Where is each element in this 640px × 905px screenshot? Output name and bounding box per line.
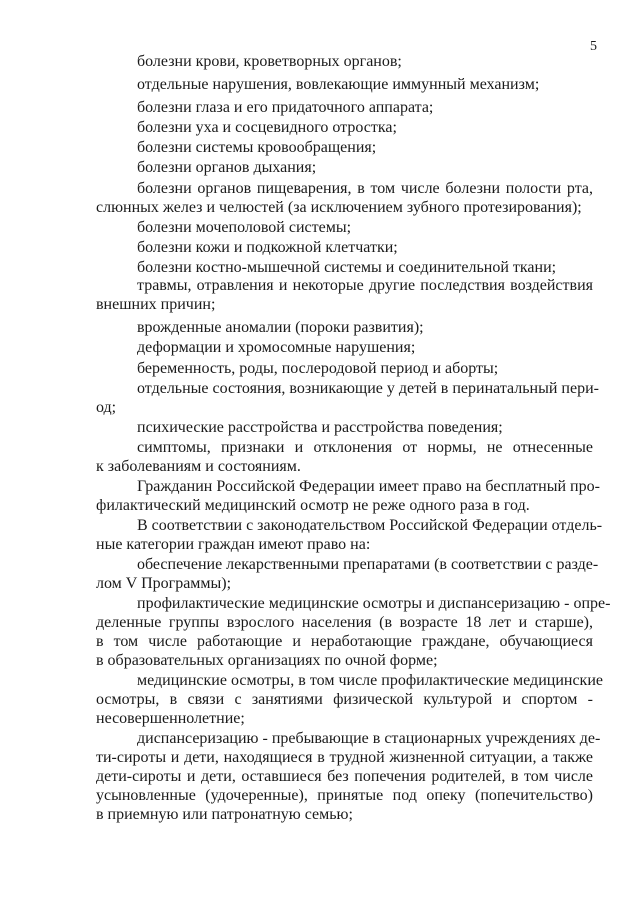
list-item-digestive-diseases-cont: слюнных желез и челюстей (за исключением зубного протезирования); (96, 199, 582, 216)
list-item-perinatal-conditions-cont: од; (96, 399, 117, 416)
list-item-preventive-checkups-cont-3: в образовательных организациях по очной форме; (96, 652, 438, 669)
list-item-preventive-checkups-cont-1: деленные группы взрослого населения (в возрасте 18 лет и старше), (96, 614, 593, 631)
list-item-chromosomal-disorders: деформации и хромосомные нарушения; (137, 339, 416, 356)
list-item-injuries: травмы, отравления и некоторые другие последствия воздействия (137, 277, 593, 294)
list-item-injuries-cont: внешних причин; (96, 296, 216, 313)
list-item-orphans-screening: диспансеризацию - пребывающие в стационарных учреждениях де- (137, 730, 601, 747)
list-item-sports-checkups-cont-2: несовершеннолетние; (96, 710, 245, 727)
list-item-sports-checkups: медицинские осмотры, в том числе профилактические медицинские (137, 672, 603, 689)
list-item-orphans-screening-cont-4: в приемную или патронатную семью; (96, 806, 353, 823)
list-item-mental-disorders: психические расстройства и расстройства поведения; (137, 419, 503, 436)
list-item-orphans-screening-cont-3: усыновленные (удочеренные), принятые под опеку (попечительство) (96, 787, 593, 804)
list-item-digestive-diseases: болезни органов пищеварения, в том числе болезни полости рта, (137, 180, 593, 197)
list-item-sports-checkups-cont-1: осмотры, в связи с занятиями физической культурой и спортом - (96, 691, 593, 708)
list-item-genitourinary-diseases: болезни мочеполовой системы; (137, 219, 352, 236)
paragraph-checkup-right: Гражданин Российской Федерации имеет право на бесплатный про- (137, 478, 600, 495)
list-item-orphans-screening-cont-1: ти-сироты и дети, находящиеся в трудной жизненной ситуации, а также (96, 749, 593, 766)
list-item-perinatal-conditions: отдельные состояния, возникающие у детей в перинатальный пери- (137, 380, 599, 397)
list-item-blood-diseases: болезни крови, кроветворных органов; (137, 53, 402, 70)
list-item-skin-diseases: болезни кожи и подкожной клетчатки; (137, 239, 398, 256)
list-item-congenital-anomalies: врожденные аномалии (пороки развития); (137, 319, 424, 336)
list-item-immune-disorders: отдельные нарушения, вовлекающие иммунный механизм; (137, 76, 540, 93)
list-item-medicines: обеспечение лекарственными препаратами (в соответствии с разде- (137, 556, 599, 573)
list-item-symptoms-cont: к заболеваниям и состояниям. (96, 458, 301, 475)
list-item-preventive-checkups-cont-2: в том числе работающие и неработающие граждане, обучающиеся (96, 633, 593, 650)
list-item-ear-diseases: болезни уха и сосцевидного отростка; (137, 119, 397, 136)
list-item-symptoms: симптомы, признаки и отклонения от нормы, не отнесенные (137, 439, 593, 456)
list-item-eye-diseases: болезни глаза и его придаточного аппарата; (137, 99, 434, 116)
list-item-orphans-screening-cont-2: дети-сироты и дети, оставшиеся без попечения родителей, в том числе (96, 768, 593, 785)
page-number: 5 (590, 39, 597, 54)
list-item-medicines-cont: лом V Программы); (96, 575, 232, 592)
list-item-respiratory-diseases: болезни органов дыхания; (137, 159, 317, 176)
paragraph-categories-cont: ные категории граждан имеют право на: (96, 536, 371, 553)
paragraph-checkup-right-cont: филактический медицинский осмотр не реже одного раза в год. (96, 497, 530, 514)
list-item-preventive-checkups: профилактические медицинские осмотры и диспансеризацию - опре- (137, 595, 611, 612)
list-item-musculoskeletal-diseases: болезни костно-мышечной системы и соединительной ткани; (137, 259, 557, 276)
paragraph-categories: В соответствии с законодательством Российской Федерации отдель- (137, 517, 603, 534)
list-item-circulatory-diseases: болезни системы кровообращения; (137, 139, 377, 156)
list-item-pregnancy: беременность, роды, послеродовой период и аборты; (137, 360, 499, 377)
